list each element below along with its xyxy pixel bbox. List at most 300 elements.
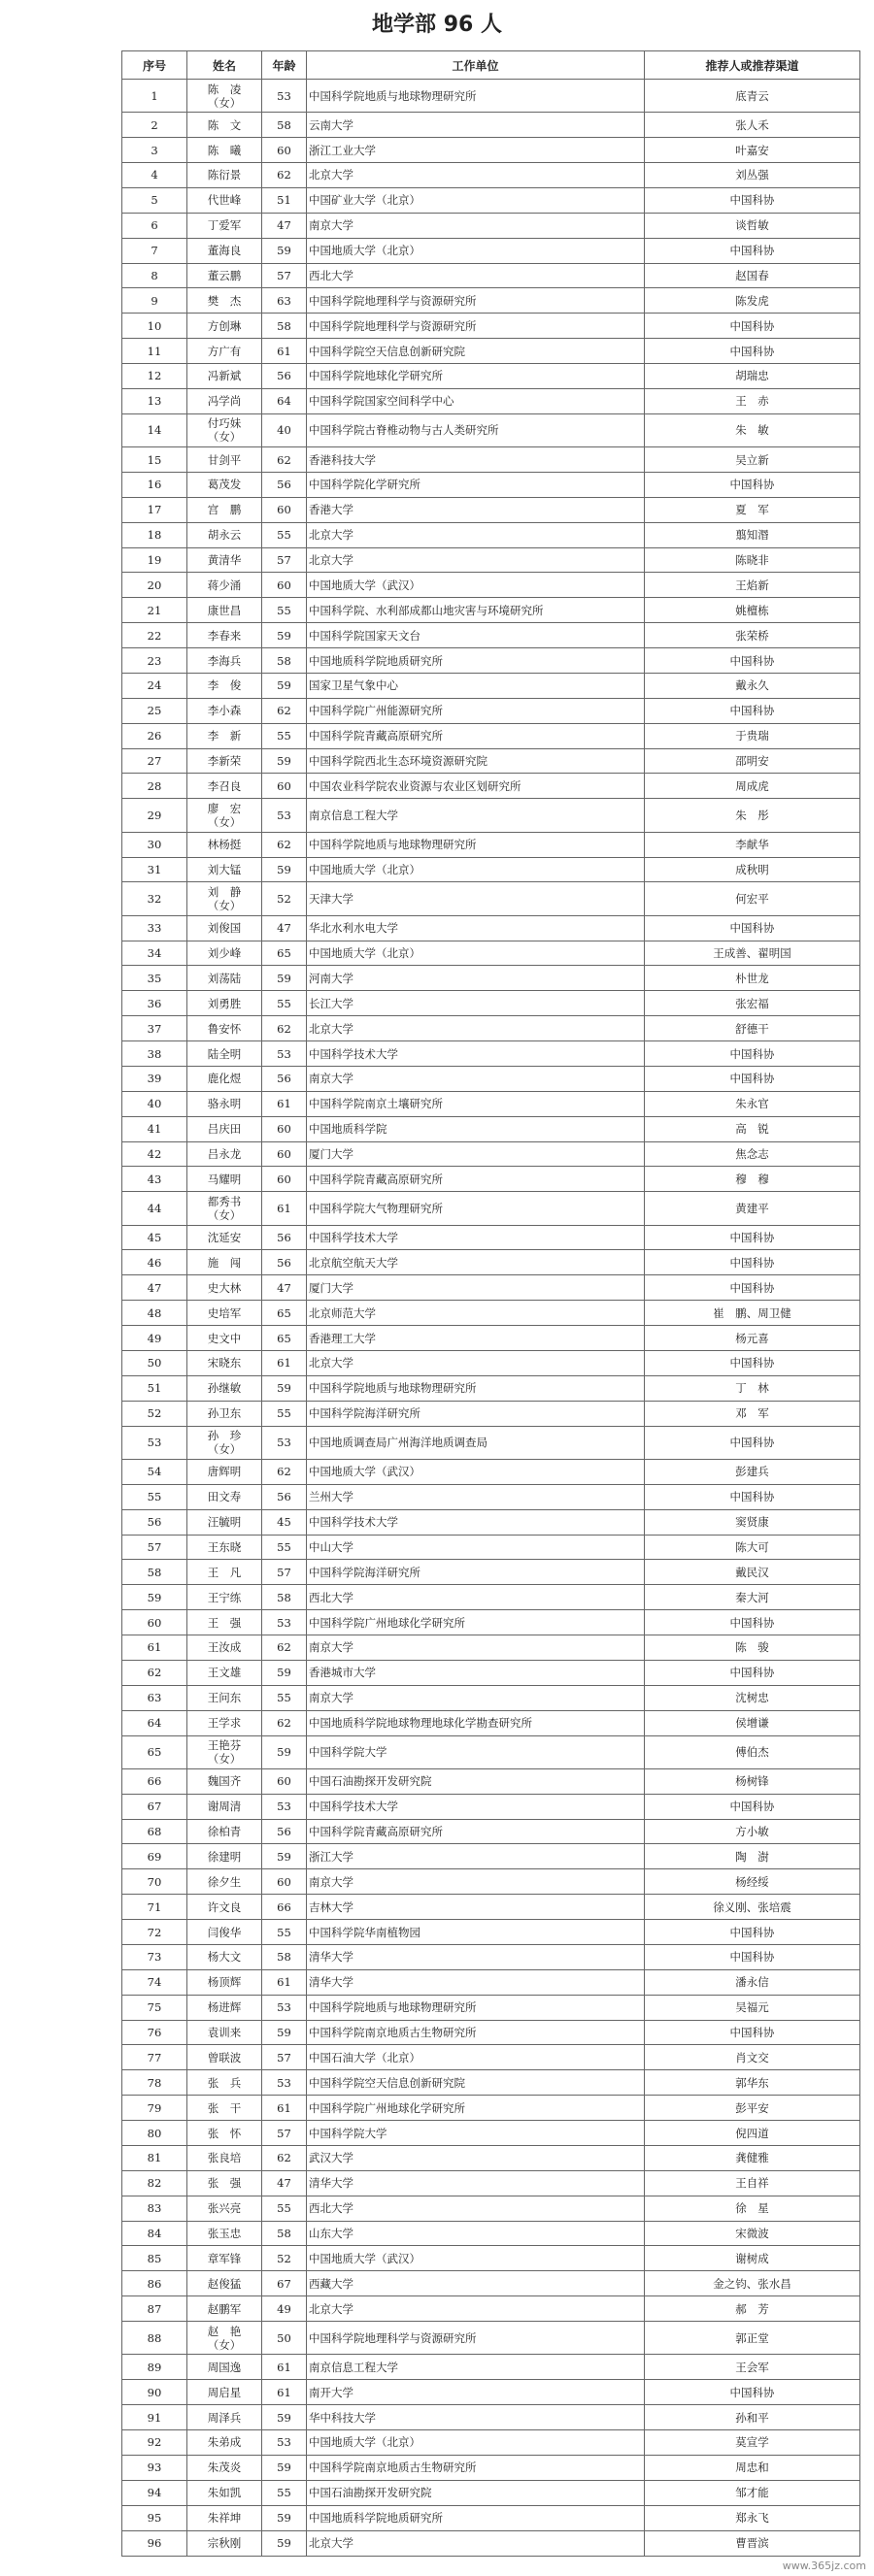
- person-name: [187, 288, 262, 314]
- person-name: [187, 314, 262, 339]
- work-unit: 北京大学: [307, 1016, 645, 1041]
- person-name: [187, 522, 262, 547]
- name-text: 袁训来: [207, 2026, 242, 2040]
- name-text: 董海良: [207, 244, 242, 258]
- recommender: 周成虎: [645, 774, 860, 799]
- age-cell: 61: [262, 1969, 307, 1995]
- name-text: 朱如凯: [207, 2486, 242, 2500]
- work-unit: 中国科学院空天信息创新研究院: [307, 2070, 645, 2096]
- name-text: 谢周清: [207, 1800, 242, 1814]
- table-row: [122, 2271, 860, 2296]
- row-number: 62: [122, 1660, 187, 1685]
- age-cell: 61: [262, 2380, 307, 2405]
- name-text: 胡永云: [207, 528, 242, 543]
- work-unit: 中国科学技术大学: [307, 1509, 645, 1535]
- name-text: 朱茂炎: [207, 2460, 242, 2475]
- work-unit: 北京师范大学: [307, 1301, 645, 1326]
- person-name: [187, 2355, 262, 2380]
- person-name: [187, 2480, 262, 2505]
- row-number: 18: [122, 522, 187, 547]
- name-text: 汪毓明: [207, 1515, 242, 1530]
- age-cell: 56: [262, 1066, 307, 1091]
- row-number: 86: [122, 2271, 187, 2296]
- work-unit: 清华大学: [307, 2170, 645, 2196]
- person-name: [187, 1275, 262, 1301]
- name-text: 代世峰: [207, 193, 242, 208]
- work-unit: 中国地质科学院地球物理地球化学勘查研究所: [307, 1710, 645, 1735]
- work-unit: 中国科学技术大学: [307, 1225, 645, 1250]
- work-unit: 中国农业科学院农业资源与农业区划研究所: [307, 774, 645, 799]
- work-unit: 中国科学院地质与地球物理研究所: [307, 1375, 645, 1401]
- gender-note: （女）: [207, 814, 242, 829]
- row-number: 87: [122, 2296, 187, 2322]
- watermark: www.365jz.com: [782, 2559, 866, 2572]
- name-text: 骆永明: [207, 1097, 242, 1111]
- name-text: 杨进辉: [207, 2000, 242, 2015]
- person-name: [187, 1192, 262, 1225]
- work-unit: 中国地质大学（北京）: [307, 941, 645, 966]
- age-cell: 56: [262, 472, 307, 497]
- table-row: [122, 2196, 860, 2221]
- row-number: 13: [122, 388, 187, 413]
- person-name: [187, 263, 262, 288]
- age-cell: 62: [262, 1016, 307, 1041]
- age-cell: 53: [262, 2430, 307, 2456]
- name-text: 赵鹏军: [207, 2301, 242, 2316]
- age-cell: 65: [262, 1301, 307, 1326]
- work-unit: 香港大学: [307, 497, 645, 522]
- name-text: 朱弟成: [207, 2435, 242, 2450]
- work-unit: 中国科学院古脊椎动物与古人类研究所: [307, 413, 645, 446]
- name-text: 付巧妹: [207, 416, 242, 431]
- person-name: [187, 1250, 262, 1275]
- recommender: 黄建平: [645, 1192, 860, 1225]
- table-row: [122, 698, 860, 723]
- recommender: 高 锐: [645, 1116, 860, 1141]
- recommender: 中国科协: [645, 339, 860, 364]
- work-unit: 中国科学院华南植物园: [307, 1920, 645, 1945]
- table-row: [122, 1326, 860, 1351]
- recommender: 朴世龙: [645, 966, 860, 991]
- person-name: [187, 2296, 262, 2322]
- recommender: 中国科协: [645, 314, 860, 339]
- table-row: [122, 547, 860, 573]
- row-number: 43: [122, 1167, 187, 1192]
- name-text: 陈 文: [207, 117, 242, 132]
- name-text: 陈 曦: [207, 143, 242, 157]
- name-text: 史培军: [207, 1305, 242, 1320]
- name-text: 张 强: [207, 2176, 242, 2191]
- age-cell: 59: [262, 2505, 307, 2530]
- table-row: [122, 1016, 860, 1041]
- work-unit: 中国石油勘探开发研究院: [307, 2480, 645, 2505]
- age-cell: 67: [262, 2271, 307, 2296]
- person-name: [187, 623, 262, 648]
- name-text: 王汝成: [207, 1640, 242, 1655]
- table-row: [122, 238, 860, 263]
- name-text: 徐建明: [207, 1849, 242, 1864]
- person-name: [187, 1685, 262, 1710]
- age-cell: 55: [262, 522, 307, 547]
- work-unit: 北京大学: [307, 163, 645, 188]
- recommender: 姚檀栋: [645, 598, 860, 623]
- age-cell: 58: [262, 1585, 307, 1610]
- work-unit: 北京大学: [307, 2530, 645, 2557]
- recommender: 中国科协: [645, 915, 860, 941]
- table-row: [122, 2221, 860, 2246]
- table-row: [122, 2505, 860, 2530]
- person-name: [187, 447, 262, 473]
- person-name: [187, 1895, 262, 1920]
- age-cell: 57: [262, 1560, 307, 1585]
- recommender: 朱 彤: [645, 799, 860, 832]
- work-unit: 南京信息工程大学: [307, 2355, 645, 2380]
- work-unit: 香港科技大学: [307, 447, 645, 473]
- row-number: 32: [122, 882, 187, 915]
- name-text: 周泽兵: [207, 2410, 242, 2425]
- recommender: 王 赤: [645, 388, 860, 413]
- table-row: [122, 1275, 860, 1301]
- row-number: 83: [122, 2196, 187, 2221]
- name-text: 方创琳: [207, 318, 242, 333]
- recommender: 杨树锋: [645, 1768, 860, 1794]
- person-name: [187, 1066, 262, 1091]
- row-number: 46: [122, 1250, 187, 1275]
- name-text: 孙 珍: [207, 1429, 242, 1443]
- work-unit: 浙江工业大学: [307, 138, 645, 163]
- table-row: [122, 1895, 860, 1920]
- age-cell: 55: [262, 598, 307, 623]
- age-cell: 61: [262, 2096, 307, 2121]
- age-cell: 56: [262, 1819, 307, 1844]
- name-text: 李小森: [207, 704, 242, 718]
- row-number: 26: [122, 723, 187, 748]
- work-unit: 西藏大学: [307, 2271, 645, 2296]
- person-name: [187, 1610, 262, 1635]
- age-cell: 59: [262, 1735, 307, 1768]
- age-cell: 62: [262, 163, 307, 188]
- name-text: 王 凡: [207, 1565, 242, 1579]
- age-cell: 61: [262, 2355, 307, 2380]
- work-unit: 中国科学院广州能源研究所: [307, 698, 645, 723]
- recommender: 底青云: [645, 80, 860, 113]
- age-cell: 53: [262, 1794, 307, 1819]
- recommender: 杨经绥: [645, 1869, 860, 1895]
- person-name: [187, 2455, 262, 2480]
- age-cell: 62: [262, 1459, 307, 1484]
- name-text: 葛茂发: [207, 478, 242, 492]
- recommender: 于贵瑞: [645, 723, 860, 748]
- work-unit: 北京大学: [307, 1350, 645, 1375]
- work-unit: 中国地质大学（武汉）: [307, 1459, 645, 1484]
- row-number: 36: [122, 991, 187, 1016]
- recommender: 宋微波: [645, 2221, 860, 2246]
- gender-note: （女）: [207, 1752, 242, 1767]
- name-text: 刘勇胜: [207, 996, 242, 1010]
- age-cell: 55: [262, 2196, 307, 2221]
- work-unit: 南京大学: [307, 1685, 645, 1710]
- table-row: [122, 623, 860, 648]
- work-unit: 中国科学院地质与地球物理研究所: [307, 832, 645, 857]
- row-number: 76: [122, 2020, 187, 2045]
- table-row: [122, 1920, 860, 1945]
- table-row: [122, 1401, 860, 1426]
- person-name: [187, 2045, 262, 2070]
- work-unit: 西北大学: [307, 263, 645, 288]
- row-number: 79: [122, 2096, 187, 2121]
- person-name: [187, 2020, 262, 2045]
- age-cell: 59: [262, 748, 307, 774]
- recommender: 中国科协: [645, 2380, 860, 2405]
- table-row: [122, 2405, 860, 2430]
- table-row: [122, 1869, 860, 1895]
- work-unit: 清华大学: [307, 1969, 645, 1995]
- age-cell: 55: [262, 1685, 307, 1710]
- row-number: 85: [122, 2246, 187, 2271]
- age-cell: 47: [262, 213, 307, 238]
- person-name: [187, 1768, 262, 1794]
- gender-note: （女）: [207, 1442, 242, 1457]
- row-number: 39: [122, 1066, 187, 1091]
- recommender: 肖文交: [645, 2045, 860, 2070]
- recommender: 周忠和: [645, 2455, 860, 2480]
- age-cell: 60: [262, 1116, 307, 1141]
- name-text: 李 俊: [207, 678, 242, 693]
- person-name: [187, 1326, 262, 1351]
- person-name: [187, 1350, 262, 1375]
- age-cell: 53: [262, 1610, 307, 1635]
- row-number: 8: [122, 263, 187, 288]
- row-number: 15: [122, 447, 187, 473]
- row-number: 25: [122, 698, 187, 723]
- name-text: 廖 宏: [207, 801, 242, 815]
- work-unit: 中国科学院国家天文台: [307, 623, 645, 648]
- person-name: [187, 1844, 262, 1869]
- name-text: 田文寿: [207, 1490, 242, 1504]
- work-unit: 南京大学: [307, 1635, 645, 1661]
- person-name: [187, 648, 262, 674]
- row-number: 17: [122, 497, 187, 522]
- name-text: 张兴亮: [207, 2201, 242, 2216]
- gender-note: （女）: [207, 95, 242, 110]
- person-name: [187, 2430, 262, 2456]
- age-cell: 53: [262, 799, 307, 832]
- recommender: 王成善、翟明国: [645, 941, 860, 966]
- table-row: [122, 1710, 860, 1735]
- table-row: [122, 648, 860, 674]
- recommender: 傅伯杰: [645, 1735, 860, 1768]
- row-number: 6: [122, 213, 187, 238]
- recommender: 王会军: [645, 2355, 860, 2380]
- header-unit: 工作单位: [307, 51, 645, 80]
- work-unit: 长江大学: [307, 991, 645, 1016]
- row-number: 70: [122, 1869, 187, 1895]
- age-cell: 59: [262, 2405, 307, 2430]
- name-text: 闫俊华: [207, 1925, 242, 1939]
- recommender: 中国科协: [645, 648, 860, 674]
- row-number: 74: [122, 1969, 187, 1995]
- table-row: [122, 1459, 860, 1484]
- table-row: [122, 2530, 860, 2557]
- age-cell: 45: [262, 1509, 307, 1535]
- table-row: [122, 1685, 860, 1710]
- work-unit: 中国地质大学（北京）: [307, 857, 645, 882]
- row-number: 68: [122, 1819, 187, 1844]
- row-number: 63: [122, 1685, 187, 1710]
- age-cell: 58: [262, 2221, 307, 2246]
- person-name: [187, 774, 262, 799]
- person-name: [187, 598, 262, 623]
- age-cell: 55: [262, 1920, 307, 1945]
- name-text: 史大林: [207, 1280, 242, 1295]
- name-text: 董云鹏: [207, 268, 242, 282]
- recommender: 方小敏: [645, 1819, 860, 1844]
- row-number: 35: [122, 966, 187, 991]
- table-row: [122, 1995, 860, 2020]
- work-unit: 中国科学院、水利部成都山地灾害与环境研究所: [307, 598, 645, 623]
- work-unit: 国家卫星气象中心: [307, 673, 645, 698]
- person-name: [187, 966, 262, 991]
- recommender: 侯增谦: [645, 1710, 860, 1735]
- table-row: [122, 339, 860, 364]
- age-cell: 55: [262, 991, 307, 1016]
- name-text: 李海兵: [207, 653, 242, 668]
- age-cell: 59: [262, 1844, 307, 1869]
- table-row: [122, 2145, 860, 2170]
- row-number: 47: [122, 1275, 187, 1301]
- person-name: [187, 2246, 262, 2271]
- age-cell: 52: [262, 2246, 307, 2271]
- age-cell: 51: [262, 187, 307, 213]
- person-name: [187, 2170, 262, 2196]
- row-number: 23: [122, 648, 187, 674]
- age-cell: 62: [262, 832, 307, 857]
- work-unit: 清华大学: [307, 1944, 645, 1969]
- header-age: 年龄: [262, 51, 307, 80]
- person-name: [187, 1920, 262, 1945]
- table-row: [122, 1768, 860, 1794]
- name-text: 周启星: [207, 2385, 242, 2399]
- person-name: [187, 547, 262, 573]
- name-text: 都秀书: [207, 1194, 242, 1208]
- gender-note: （女）: [207, 2337, 242, 2352]
- name-text: 林杨挺: [207, 838, 242, 852]
- table-row: [122, 673, 860, 698]
- table-row: [122, 1041, 860, 1067]
- row-number: 27: [122, 748, 187, 774]
- person-name: [187, 673, 262, 698]
- table-row: [122, 915, 860, 941]
- table-row: [122, 1484, 860, 1509]
- age-cell: 47: [262, 915, 307, 941]
- recommender: 中国科协: [645, 1041, 860, 1067]
- table-row: [122, 1610, 860, 1635]
- recommender: 戴民汉: [645, 1560, 860, 1585]
- age-cell: 59: [262, 2530, 307, 2557]
- age-cell: 62: [262, 1635, 307, 1661]
- table-row: [122, 1426, 860, 1459]
- gender-note: （女）: [207, 1207, 242, 1222]
- row-number: 82: [122, 2170, 187, 2196]
- recommender: 潘永信: [645, 1969, 860, 1995]
- work-unit: 中国矿业大学（北京）: [307, 187, 645, 213]
- age-cell: 49: [262, 2296, 307, 2322]
- row-number: 89: [122, 2355, 187, 2380]
- work-unit: 中国科学院南京土壤研究所: [307, 1091, 645, 1116]
- table-body: [122, 80, 860, 2557]
- person-name: [187, 1995, 262, 2020]
- row-number: 81: [122, 2145, 187, 2170]
- table-row: [122, 1944, 860, 1969]
- row-number: 41: [122, 1116, 187, 1141]
- table-row: [122, 1375, 860, 1401]
- person-name: [187, 1969, 262, 1995]
- name-text: 吕永龙: [207, 1147, 242, 1161]
- person-name: [187, 1944, 262, 1969]
- person-name: [187, 991, 262, 1016]
- row-number: 72: [122, 1920, 187, 1945]
- row-number: 2: [122, 113, 187, 138]
- row-number: 67: [122, 1794, 187, 1819]
- recommender: 陈 骏: [645, 1635, 860, 1661]
- name-text: 王学求: [207, 1716, 242, 1731]
- table-row: [122, 80, 860, 113]
- person-name: [187, 1484, 262, 1509]
- recommender: 王焰新: [645, 573, 860, 598]
- name-text: 杨大文: [207, 1950, 242, 1965]
- row-number: 59: [122, 1585, 187, 1610]
- recommender: 胡瑞忠: [645, 364, 860, 389]
- table-row: [122, 1167, 860, 1192]
- age-cell: 59: [262, 673, 307, 698]
- table-row: [122, 1819, 860, 1844]
- person-name: [187, 213, 262, 238]
- recommender: 朱 敏: [645, 413, 860, 446]
- row-number: 22: [122, 623, 187, 648]
- name-text: 樊 杰: [207, 293, 242, 308]
- row-number: 24: [122, 673, 187, 698]
- table-row: [122, 1192, 860, 1225]
- name-text: 张 兵: [207, 2075, 242, 2090]
- person-name: [187, 2121, 262, 2146]
- work-unit: 中国科学院地球化学研究所: [307, 364, 645, 389]
- gender-note: （女）: [207, 430, 242, 445]
- work-unit: 兰州大学: [307, 1484, 645, 1509]
- name-text: 王宁练: [207, 1590, 242, 1604]
- name-text: 刘俊国: [207, 921, 242, 936]
- table-row: [122, 113, 860, 138]
- person-name: [187, 2271, 262, 2296]
- work-unit: 中国地质科学院地质研究所: [307, 648, 645, 674]
- table-row: [122, 2246, 860, 2271]
- recommender: 龚健雅: [645, 2145, 860, 2170]
- page-title: 地学部 96 人: [372, 13, 502, 37]
- table-row: [122, 2480, 860, 2505]
- row-number: 28: [122, 774, 187, 799]
- work-unit: 中国地质调查局广州海洋地质调查局: [307, 1426, 645, 1459]
- recommender: 谈哲敏: [645, 213, 860, 238]
- recommender: 张宏福: [645, 991, 860, 1016]
- name-text: 陈衍景: [207, 168, 242, 182]
- work-unit: 厦门大学: [307, 1141, 645, 1167]
- person-name: [187, 1116, 262, 1141]
- row-number: 52: [122, 1401, 187, 1426]
- work-unit: 中国地质大学（武汉）: [307, 573, 645, 598]
- table-row: [122, 1066, 860, 1091]
- name-text: 周国逸: [207, 2360, 242, 2374]
- row-number: 20: [122, 573, 187, 598]
- work-unit: 中国科学院海洋研究所: [307, 1560, 645, 1585]
